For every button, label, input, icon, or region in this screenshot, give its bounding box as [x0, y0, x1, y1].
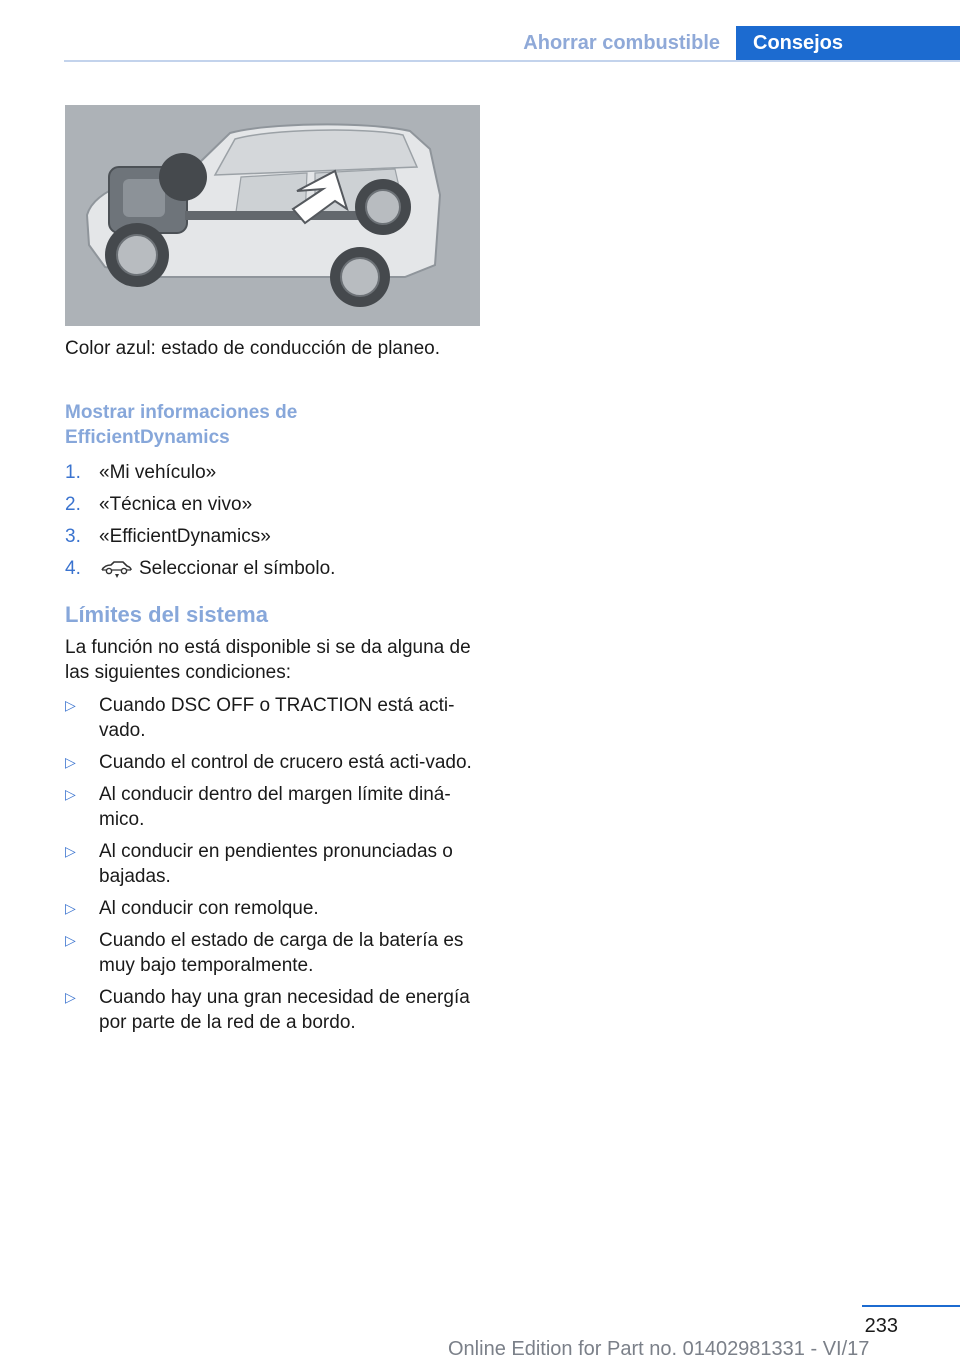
step-item [65, 553, 335, 585]
header-tabs [505, 26, 960, 62]
triangle-bullet-icon: ▷ [65, 989, 76, 1005]
step-number: 4. [65, 558, 81, 579]
coasting-car-icon [99, 559, 139, 579]
step-number: 2. [65, 494, 81, 515]
step-number: 1. [65, 462, 81, 483]
step-item [65, 521, 335, 553]
step-number: 3. [65, 526, 81, 547]
header-chapter-tab: Consejos [736, 26, 960, 62]
page-number: 233 [864, 1315, 898, 1337]
list-item [65, 839, 485, 889]
triangle-bullet-icon: ▷ [65, 932, 76, 948]
figure-caption: Color azul: estado de conducción de planeo. [65, 338, 440, 359]
list-item [65, 750, 485, 775]
condition-text: Al conducir en pendientes pronunciadas o bajadas. [99, 841, 453, 887]
header-section-title: Ahorrar combustible [523, 32, 720, 54]
list-item [65, 985, 485, 1035]
condition-text: Cuando hay una gran necesidad de energía por parte de la red de a bordo. [99, 987, 470, 1033]
triangle-bullet-icon: ▷ [65, 754, 76, 770]
list-item [65, 693, 485, 743]
triangle-bullet-icon: ▷ [65, 900, 76, 916]
display-info-heading: Mostrar informaciones de EfficientDynamics [65, 402, 298, 448]
condition-text: Al conducir dentro del margen límite diná‐mico. [99, 784, 451, 830]
triangle-bullet-icon: ▷ [65, 843, 76, 859]
condition-text: Cuando DSC OFF o TRACTION está acti‐vado. [99, 695, 455, 741]
limits-title: Límites del sistema [65, 602, 268, 627]
step-item [65, 457, 335, 489]
step-text: Seleccionar el símbolo. [139, 558, 336, 579]
conditions-list [65, 693, 485, 1042]
triangle-bullet-icon: ▷ [65, 786, 76, 802]
car-coasting-illustration [65, 105, 480, 326]
footer-edition-note: Online Edition for Part no. 01402981331 - VI/17 [448, 1338, 870, 1360]
footer-rule [862, 1305, 960, 1307]
condition-text: Cuando el estado de carga de la batería es muy bajo temporalmente. [99, 930, 464, 976]
step-text: «EfficientDynamics» [99, 526, 271, 547]
condition-text: Cuando el control de crucero está acti‐vado. [99, 752, 472, 773]
triangle-bullet-icon: ▷ [65, 697, 76, 713]
header-rule [64, 60, 960, 62]
step-item [65, 489, 335, 521]
list-item [65, 928, 485, 978]
condition-text: Al conducir con remolque. [99, 898, 319, 919]
list-item [65, 896, 485, 921]
list-item [65, 782, 485, 832]
limits-intro: La función no está disponible si se da alguna de las siguientes condiciones: [65, 637, 471, 683]
step-text: «Técnica en vivo» [99, 494, 253, 515]
step-text: «Mi vehículo» [99, 462, 217, 483]
steps-list [65, 457, 335, 585]
